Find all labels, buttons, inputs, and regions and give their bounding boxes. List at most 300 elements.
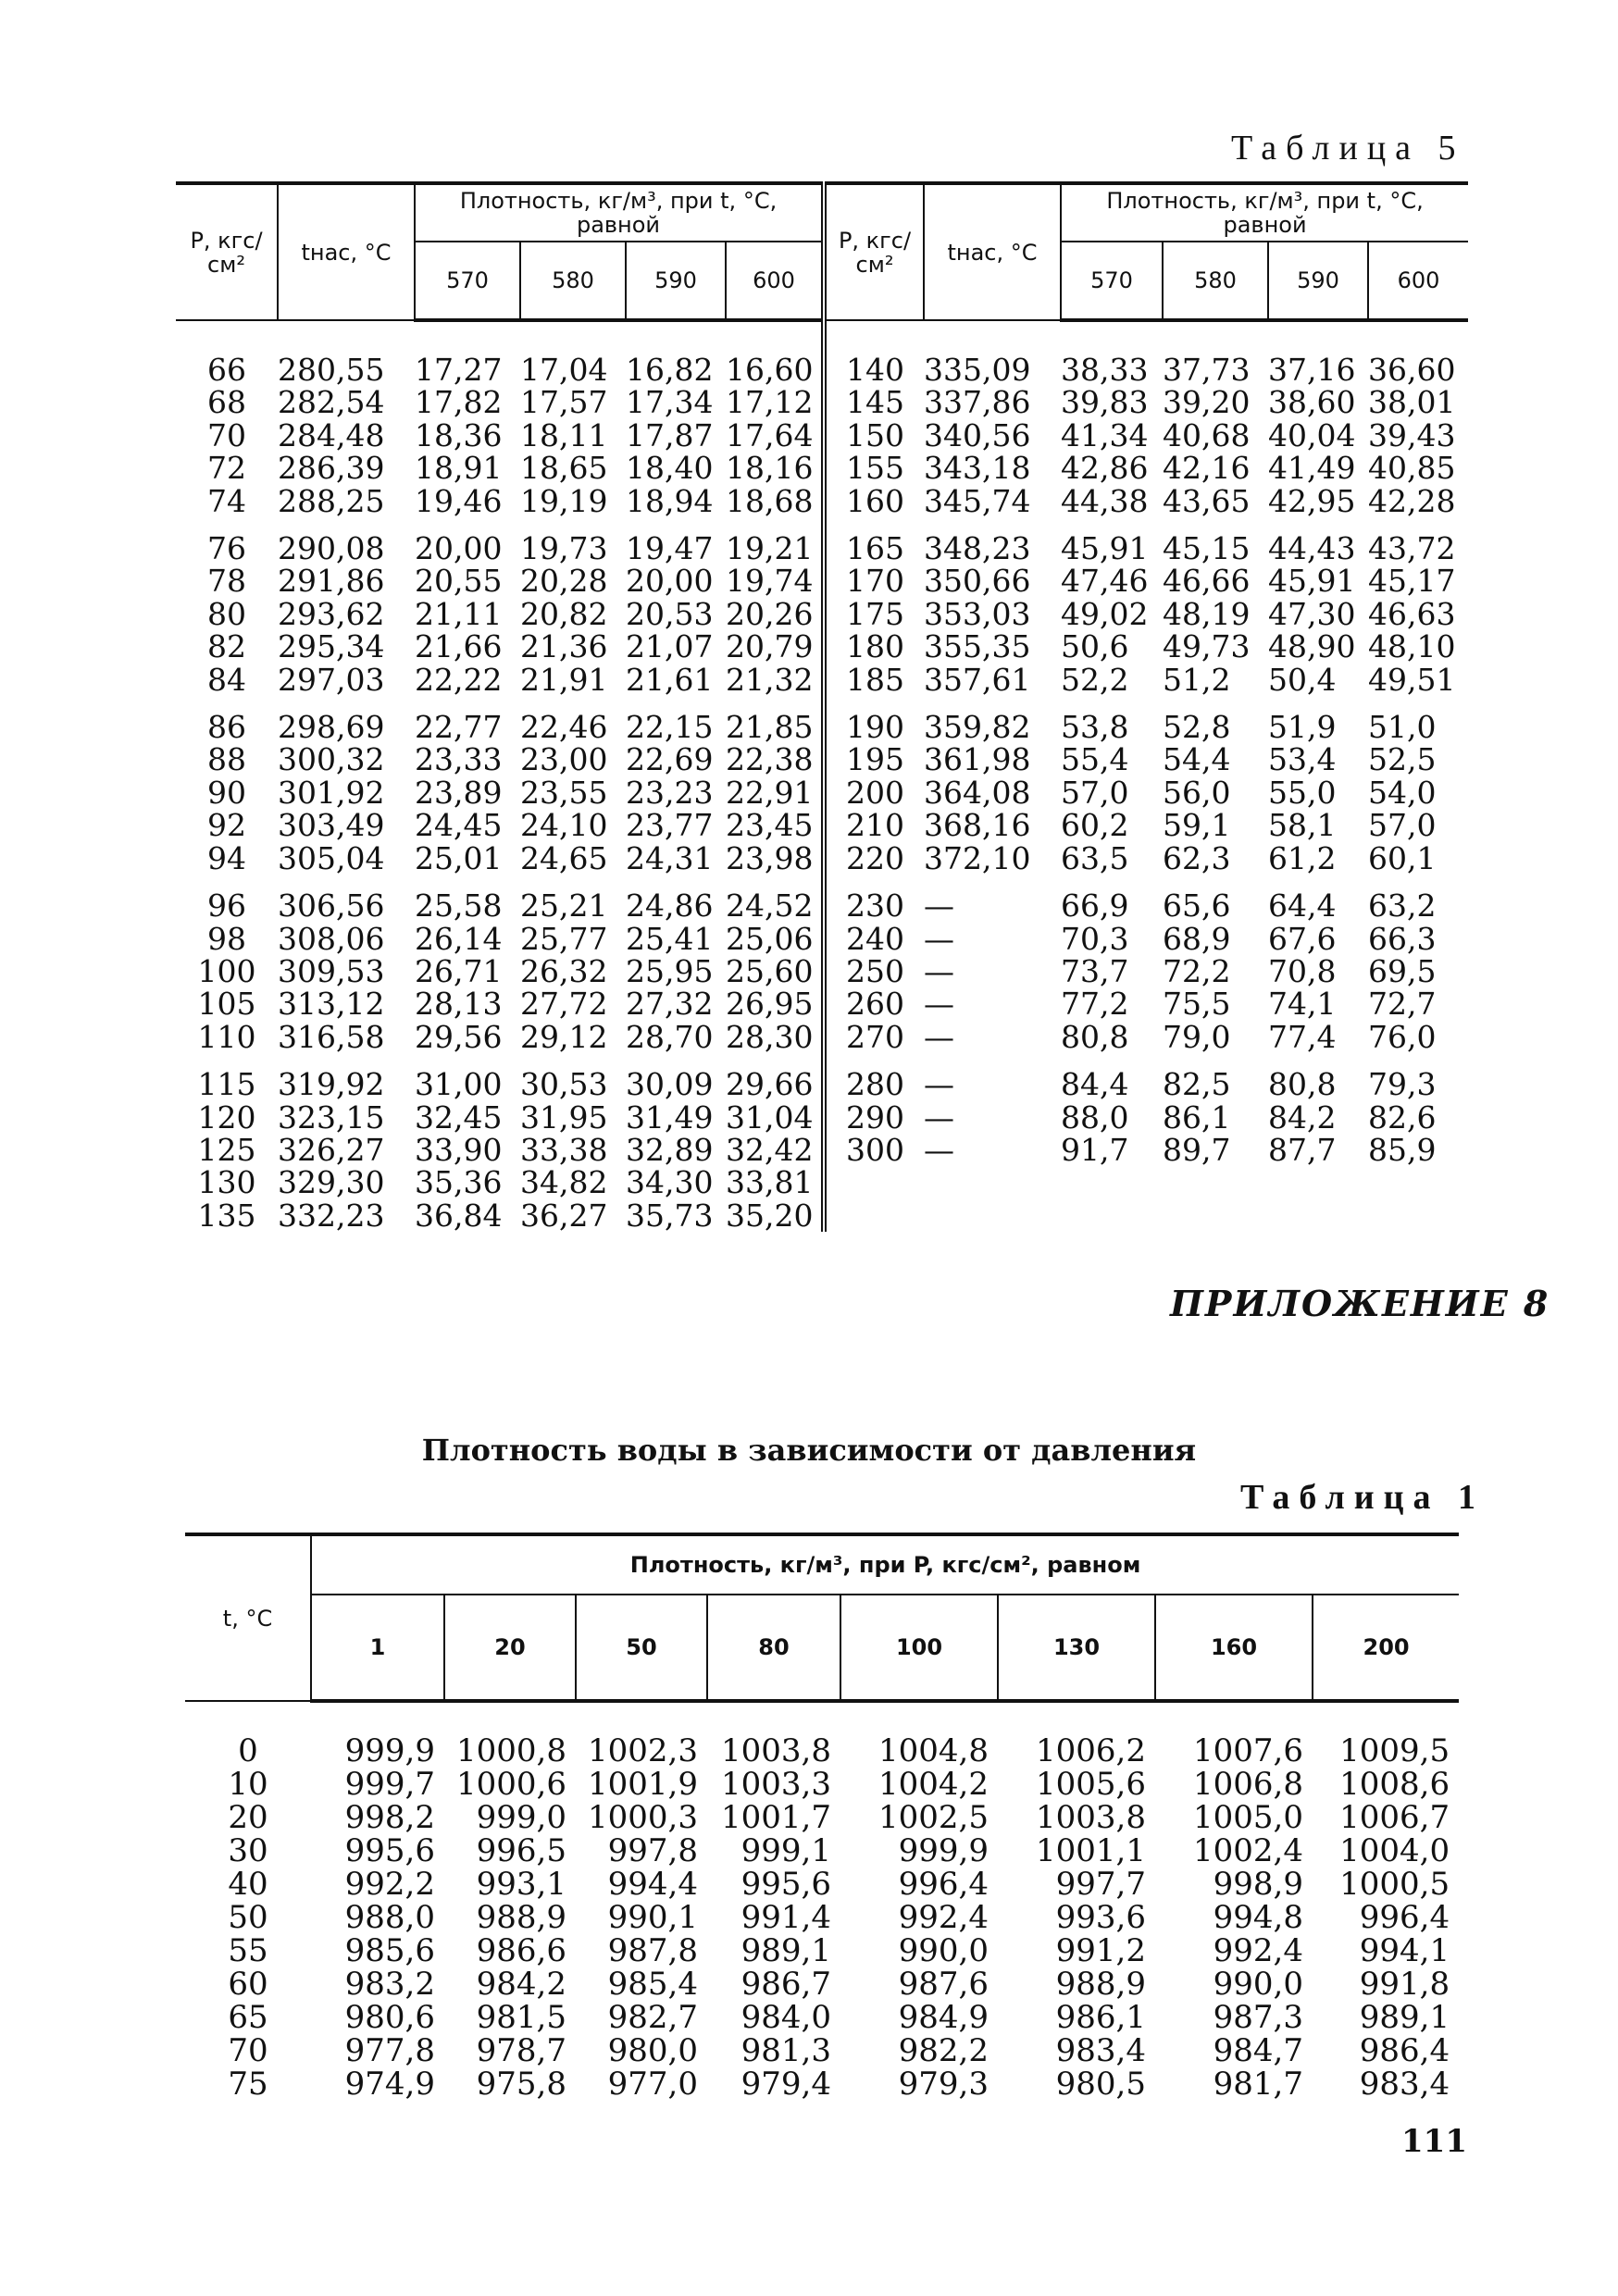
table1-cell: 1000,5 [1339, 1866, 1450, 1903]
table5-cell [824, 1166, 924, 1198]
table1-cell: 991,8 [1359, 1966, 1450, 2003]
table1-cell: 1001,9 [588, 1766, 698, 1803]
table5-cell: 50,6 [1061, 628, 1129, 665]
table1-cell: 1003,3 [721, 1766, 831, 1803]
table5-cell: 16,60 [726, 352, 814, 388]
table1-cell: 996,5 [476, 1832, 566, 1869]
table5-cell: 22,38 [726, 741, 814, 778]
table5-cell: 42,16 [1163, 450, 1251, 487]
table1-cell: 988,9 [476, 1899, 566, 1936]
table5-header-temp: 600 [726, 242, 824, 320]
table5-cell: 47,30 [1268, 595, 1356, 632]
table5-cell: 79,3 [1368, 1066, 1437, 1103]
table5-cell: 300 [824, 1134, 924, 1166]
table5-row [176, 386, 1468, 418]
table1-cell: 982,2 [898, 2032, 989, 2069]
table1-row [185, 1967, 1459, 2001]
table5-cell: 284,48 [278, 416, 385, 453]
table5-cell: 145 [824, 386, 924, 418]
table1-cell: 1006,7 [1339, 1799, 1450, 1836]
table1-cell: 55 [228, 1932, 268, 1969]
table5-cell: 25,95 [626, 952, 714, 989]
table5-cell: 49,51 [1368, 661, 1456, 698]
table5-cell: 293,62 [278, 595, 385, 632]
table5-cell: 53,4 [1268, 741, 1337, 778]
table1-header-pressure: 80 [707, 1595, 840, 1701]
table5-cell: 70,3 [1061, 920, 1129, 957]
table5-cell: 80 [207, 595, 246, 632]
table1-cell: 1004,0 [1339, 1832, 1450, 1869]
table1-cell: 999,0 [476, 1799, 566, 1836]
table5-cell: 120 [197, 1098, 256, 1136]
table5-cell: 45,17 [1368, 563, 1456, 600]
table5-row [176, 776, 1468, 809]
table1-row [185, 1834, 1459, 1868]
table5-cell: 25,77 [520, 920, 608, 957]
table5-cell: 135 [197, 1197, 256, 1234]
table5-cell: 25,01 [415, 839, 503, 876]
table1-cell: 997,8 [607, 1832, 698, 1869]
table5-cell: 298,69 [278, 709, 385, 746]
table1-cell: 988,0 [344, 1899, 435, 1936]
table1-cell: 1001,1 [1036, 1832, 1146, 1869]
table5-cell: 38,60 [1268, 384, 1356, 421]
table5-cell: 48,90 [1268, 628, 1356, 665]
table5-cell: 110 [197, 1018, 256, 1055]
table5-cell: 57,0 [1368, 807, 1437, 844]
water-density-title: Плотность воды в зависимости от давления [421, 1433, 1197, 1468]
table5-cell: 25,06 [726, 920, 814, 957]
table5-cell: 48,19 [1163, 595, 1251, 632]
table5-cell: 140 [824, 354, 924, 386]
table5-cell: 36,60 [1368, 352, 1456, 388]
table1-cell: 983,4 [1359, 2066, 1450, 2103]
table5-cell: 62,3 [1163, 839, 1231, 876]
table1-row [185, 1901, 1459, 1934]
table5-cell: 21,66 [415, 628, 503, 665]
table5-cell: 63,5 [1061, 839, 1129, 876]
table5-row [176, 485, 1468, 532]
table5-cell: 19,46 [415, 482, 503, 519]
table5-cell: 17,87 [626, 416, 714, 453]
table1-cell: 994,4 [607, 1866, 698, 1903]
table5-cell: 31,04 [726, 1098, 814, 1136]
table5-row [176, 452, 1468, 484]
table1-row [185, 1868, 1459, 1901]
table5-cell: 105 [197, 986, 256, 1023]
table5-cell: 345,74 [924, 482, 1031, 519]
table5-cell [1163, 1199, 1268, 1232]
table5-cell: 80,8 [1268, 1066, 1337, 1103]
table5-cell: 290 [824, 1101, 924, 1134]
table5-cell: 40,68 [1163, 416, 1251, 453]
table1-cell: 980,0 [607, 2032, 698, 2069]
table5-cell: 52,2 [1061, 661, 1129, 698]
table5-cell: 72 [207, 450, 246, 487]
table5-cell: — [924, 986, 955, 1023]
table5-cell: 66,9 [1061, 887, 1129, 925]
table5-cell: 260 [824, 987, 924, 1020]
table1-cell: 983,2 [344, 1966, 435, 2003]
table5-cell: 30,09 [626, 1066, 714, 1103]
table5-header-temp: 570 [1061, 242, 1163, 320]
table5-cell: 72,2 [1163, 952, 1231, 989]
table5-cell [824, 1199, 924, 1232]
table5-cell: 297,03 [278, 661, 385, 698]
table5-cell [924, 1199, 1061, 1232]
table5-cell: 308,06 [278, 920, 385, 957]
table5-cell: 32,42 [726, 1131, 814, 1168]
table1-cell: 992,4 [1213, 1932, 1303, 1969]
table5-cell: 74,1 [1268, 986, 1337, 1023]
table5-cell [1368, 1166, 1468, 1198]
table5-cell: 16,82 [626, 352, 714, 388]
table5-cell: 332,23 [278, 1197, 385, 1234]
table5-caption: Таблица 5 [1231, 129, 1465, 168]
table1-cell: 975,8 [476, 2066, 566, 2103]
table1-cell: 994,1 [1359, 1932, 1450, 1969]
table5-row [176, 664, 1468, 711]
table1-header-pressure: 1 [311, 1595, 444, 1701]
table5-cell: 49,73 [1163, 628, 1251, 665]
table5-row [176, 743, 1468, 776]
table5-row [176, 1021, 1468, 1068]
table5-cell: 41,34 [1061, 416, 1149, 453]
table5-cell: 18,40 [626, 450, 714, 487]
table5-cell: 18,91 [415, 450, 503, 487]
table5-cell: 57,0 [1061, 774, 1129, 811]
table5-cell: 286,39 [278, 450, 385, 487]
table5-cell: 210 [824, 809, 924, 841]
table5-cell: 282,54 [278, 384, 385, 421]
table5-cell: 36,27 [520, 1197, 608, 1234]
table5-cell: 25,60 [726, 952, 814, 989]
table1-cell: 988,9 [1055, 1966, 1146, 2003]
table5-cell: 24,86 [626, 887, 714, 925]
table5-cell: 24,45 [415, 807, 503, 844]
table5-cell: 90 [207, 774, 246, 811]
table1-cell: 993,6 [1055, 1899, 1146, 1936]
table1-cell: 986,7 [741, 1966, 831, 2003]
table1-cell: 1009,5 [1339, 1732, 1450, 1769]
table1-cell: 977,0 [607, 2066, 698, 2103]
table5-cell: 19,73 [520, 530, 608, 567]
table1-cell: 999,9 [344, 1732, 435, 1769]
table5-cell: 26,71 [415, 952, 503, 989]
table1-cell: 990,0 [898, 1932, 989, 1969]
table5-cell: 18,36 [415, 416, 503, 453]
table5-cell: 48,10 [1368, 628, 1456, 665]
table5-cell: 329,30 [278, 1164, 385, 1201]
table1-cell: 984,0 [741, 1999, 831, 2036]
table5-cell: 368,16 [924, 807, 1031, 844]
table5-cell: 130 [197, 1164, 256, 1201]
table5-cell: 17,82 [415, 384, 503, 421]
table5-cell: 20,28 [520, 563, 608, 600]
table5-cell: 18,65 [520, 450, 608, 487]
table1-cell: 992,4 [898, 1899, 989, 1936]
table5-cell: 21,91 [520, 661, 608, 698]
table5-cell: 372,10 [924, 839, 1031, 876]
table5-cell: 45,91 [1061, 530, 1149, 567]
table1-cell: 1004,8 [878, 1732, 989, 1769]
table5-header-tnas: tнас, °C [278, 183, 415, 320]
table1-cell: 1006,8 [1193, 1766, 1303, 1803]
table5-cell: 17,12 [726, 384, 814, 421]
table5-cell: 34,82 [520, 1164, 608, 1201]
table5-cell: 22,46 [520, 709, 608, 746]
table5-cell: 26,32 [520, 952, 608, 989]
table5-cell: 60,1 [1368, 839, 1437, 876]
table5-cell: 74 [207, 482, 246, 519]
table5-cell: 326,27 [278, 1131, 385, 1168]
table5-row [176, 1134, 1468, 1166]
table5-cell: 295,34 [278, 628, 385, 665]
table5-cell: 52,8 [1163, 709, 1231, 746]
table5-cell: 23,77 [626, 807, 714, 844]
table1-cell: 999,9 [898, 1832, 989, 1869]
table5-cell: 23,45 [726, 807, 814, 844]
table5-cell: — [924, 952, 955, 989]
table5-cell: 42,28 [1368, 482, 1456, 519]
table5-cell: 77,2 [1061, 986, 1129, 1023]
table5-header-p: P, кгс/см² [176, 183, 278, 320]
table1-row [185, 2001, 1459, 2034]
table5-cell: 79,0 [1163, 1018, 1231, 1055]
table5-cell: 35,20 [726, 1197, 814, 1234]
table1-row [185, 1934, 1459, 1967]
table5-cell: 350,66 [924, 563, 1031, 600]
table1-cell: 974,9 [344, 2066, 435, 2103]
table1-cell: 1000,3 [588, 1799, 698, 1836]
table5-cell: 155 [824, 452, 924, 484]
table1-cell: 40 [228, 1866, 268, 1903]
table5-cell: 46,63 [1368, 595, 1456, 632]
table1-cell: 982,7 [607, 1999, 698, 2036]
table5-cell: 28,70 [626, 1018, 714, 1055]
table5-cell: 40,04 [1268, 416, 1356, 453]
table5-cell: 23,00 [520, 741, 608, 778]
table5-cell: 80,8 [1061, 1018, 1129, 1055]
table5-cell: 82,5 [1163, 1066, 1231, 1103]
table5-cell: 33,81 [726, 1164, 814, 1201]
table5-header-temp: 580 [1163, 242, 1268, 320]
table1-header-pressure: 50 [576, 1595, 707, 1701]
table1-cell: 60 [228, 1966, 268, 2003]
table5-cell: 29,12 [520, 1018, 608, 1055]
table1-cell: 986,1 [1055, 1999, 1146, 2036]
table1-cell: 981,3 [741, 2032, 831, 2069]
table1-cell: 1006,2 [1036, 1732, 1146, 1769]
table1-cell: 986,6 [476, 1932, 566, 1969]
table1-cell: 995,6 [344, 1832, 435, 1869]
table5-cell: 20,00 [626, 563, 714, 600]
table5-cell: 68,9 [1163, 920, 1231, 957]
table1-cell: 75 [228, 2066, 268, 2103]
table5-cell: 55,4 [1061, 741, 1129, 778]
table5-cell: 21,85 [726, 709, 814, 746]
table5-cell: 17,27 [415, 352, 503, 388]
table5-cell: 220 [824, 842, 924, 889]
table5-cell: 303,49 [278, 807, 385, 844]
table1-cell: 986,4 [1359, 2032, 1450, 2069]
table5-cell: 31,00 [415, 1066, 503, 1103]
table5-cell: 180 [824, 630, 924, 663]
table5-cell: 190 [824, 711, 924, 743]
table5-cell: 25,41 [626, 920, 714, 957]
table1-cell: 997,7 [1055, 1866, 1146, 1903]
table5-cell: 270 [824, 1021, 924, 1068]
table5-cell: 24,52 [726, 887, 814, 925]
table5-cell: 39,20 [1163, 384, 1251, 421]
table5-cell: 63,2 [1368, 887, 1437, 925]
table5-cell: 66 [207, 352, 246, 388]
table5-cell: 19,19 [520, 482, 608, 519]
table5-cell: 98 [207, 920, 246, 957]
table5-cell: 54,4 [1163, 741, 1231, 778]
table1-cell: 981,5 [476, 1999, 566, 2036]
table5-cell: 43,65 [1163, 482, 1251, 519]
table5-cell: 92 [207, 807, 246, 844]
table1-cell: 1007,6 [1193, 1732, 1303, 1769]
table5-cell: — [924, 1131, 955, 1168]
table5-cell: 66,3 [1368, 920, 1437, 957]
table5-cell: 39,43 [1368, 416, 1456, 453]
table1-cell: 991,2 [1055, 1932, 1146, 1969]
table1-row [185, 2034, 1459, 2067]
table5-cell: 335,09 [924, 352, 1031, 388]
table5-cell: 47,46 [1061, 563, 1149, 600]
table5-cell: 24,10 [520, 807, 608, 844]
table5-cell: 160 [824, 485, 924, 532]
table5-header-tnas-right: tнас, °C [924, 183, 1061, 320]
table1-cell: 992,2 [344, 1866, 435, 1903]
table1-row [185, 2067, 1459, 2101]
table5-cell: 29,66 [726, 1066, 814, 1103]
table5-cell: 29,56 [415, 1018, 503, 1055]
table1-cell: 1004,2 [878, 1766, 989, 1803]
table5-cell: 50,4 [1268, 661, 1337, 698]
table1-cell: 70 [228, 2032, 268, 2069]
table5-row [176, 630, 1468, 663]
table5-cell: 51,9 [1268, 709, 1337, 746]
table5-cell: 19,21 [726, 530, 814, 567]
table5-cell: 27,32 [626, 986, 714, 1023]
table5-cell: 18,68 [726, 482, 814, 519]
table5-cell: 359,82 [924, 709, 1031, 746]
table1-header-pressure: 100 [840, 1595, 998, 1701]
table5-header-temp: 600 [1368, 242, 1468, 320]
table1-cell: 984,2 [476, 1966, 566, 2003]
table5-cell [1268, 1199, 1368, 1232]
table1-cell: 10 [228, 1766, 268, 1803]
table5-cell: 45,91 [1268, 563, 1356, 600]
table5-cell [924, 1166, 1061, 1198]
table5-cell: 82 [207, 628, 246, 665]
table5-cell: 67,6 [1268, 920, 1337, 957]
table1-cell: 981,7 [1213, 2066, 1303, 2103]
table5-cell: 22,22 [415, 661, 503, 698]
table5-cell: 41,49 [1268, 450, 1356, 487]
table5-cell: 30,53 [520, 1066, 608, 1103]
table5-cell: 21,61 [626, 661, 714, 698]
table5-cell: 70 [207, 416, 246, 453]
table5-cell: 364,08 [924, 774, 1031, 811]
table5-cell: 35,36 [415, 1164, 503, 1201]
table1-cell: 985,4 [607, 1966, 698, 2003]
table1-cell: 990,1 [607, 1899, 698, 1936]
table1-cell: 1002,3 [588, 1732, 698, 1769]
table5-cell: — [924, 887, 955, 925]
table5-cell: 20,55 [415, 563, 503, 600]
table5-cell: 65,6 [1163, 887, 1231, 925]
table5-cell: 33,38 [520, 1131, 608, 1168]
table5-cell: 40,85 [1368, 450, 1456, 487]
table5-header-temp: 570 [415, 242, 520, 320]
table5-cell: 73,7 [1061, 952, 1129, 989]
table5-cell: 84,2 [1268, 1098, 1337, 1136]
table1-header-t: t, °C [185, 1534, 311, 1701]
table5-header-density: Плотность, кг/м³, при t, °C, равной [415, 183, 824, 242]
table5-cell [1061, 1199, 1163, 1232]
table5-cell: 355,35 [924, 628, 1031, 665]
table1-header-pressure: 160 [1155, 1595, 1313, 1701]
table5-row [176, 565, 1468, 597]
table1-cell: 987,3 [1213, 1999, 1303, 2036]
table5-cell: 52,5 [1368, 741, 1437, 778]
table5-cell: 85,9 [1368, 1131, 1437, 1168]
table1-cell: 65 [228, 1999, 268, 2036]
table5-row [176, 419, 1468, 452]
table5-row [176, 955, 1468, 987]
table5-cell: 357,61 [924, 661, 1031, 698]
table5-cell: 21,07 [626, 628, 714, 665]
table5-cell: 17,04 [520, 352, 608, 388]
table5-cell: 165 [824, 532, 924, 565]
table5-cell: 84,4 [1061, 1066, 1129, 1103]
table1-row [185, 1801, 1459, 1834]
table1-cell: 995,6 [741, 1866, 831, 1903]
table5-header-temp: 580 [520, 242, 626, 320]
table1-cell: 1005,6 [1036, 1766, 1146, 1803]
table5-cell: — [924, 1018, 955, 1055]
table1-cell: 1002,4 [1193, 1832, 1303, 1869]
table5-cell: 288,25 [278, 482, 385, 519]
table5-cell: 21,36 [520, 628, 608, 665]
table5-cell: 17,64 [726, 416, 814, 453]
table5-cell: 34,30 [626, 1164, 714, 1201]
table5-cell: 290,08 [278, 530, 385, 567]
table5-cell: 316,58 [278, 1018, 385, 1055]
table1-cell: 20 [228, 1799, 268, 1836]
table5-cell: 22,91 [726, 774, 814, 811]
table5-header-temp: 590 [1268, 242, 1368, 320]
table5-cell: 35,73 [626, 1197, 714, 1234]
table1-cell: 985,6 [344, 1932, 435, 1969]
table1-cell: 978,7 [476, 2032, 566, 2069]
table5-row [176, 598, 1468, 630]
table5-cell: 23,98 [726, 839, 814, 876]
table1-cell: 1003,8 [1036, 1799, 1146, 1836]
table5-cell: 91,7 [1061, 1131, 1129, 1168]
table5-row [176, 809, 1468, 841]
table5-header-temp: 590 [626, 242, 726, 320]
table1-header-pressure: 200 [1313, 1595, 1459, 1701]
table5-cell: 20,82 [520, 595, 608, 632]
table5-cell: 59,1 [1163, 807, 1231, 844]
table5-cell: 64,4 [1268, 887, 1337, 925]
table5-cell: 88,0 [1061, 1098, 1129, 1136]
